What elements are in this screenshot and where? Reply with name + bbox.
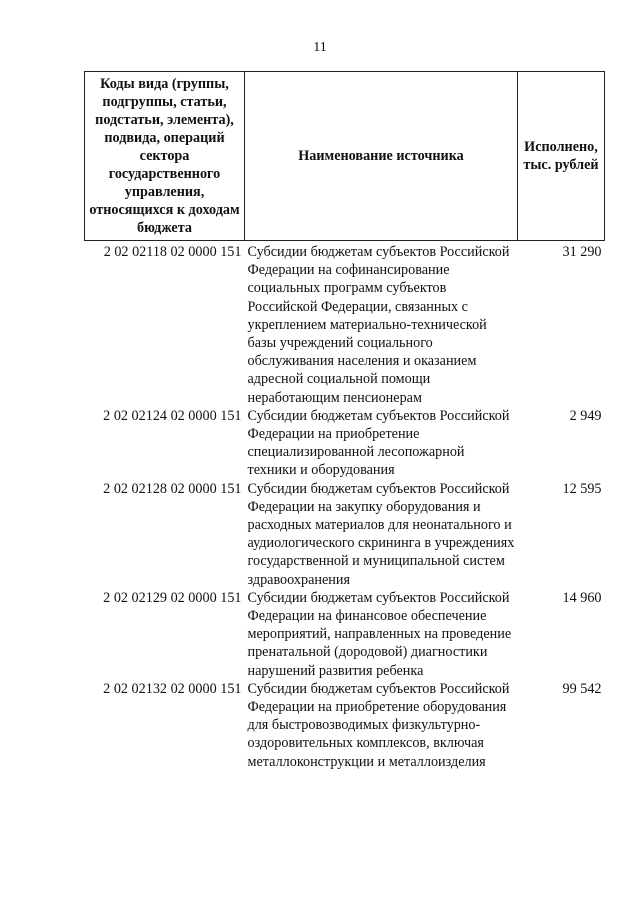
amount-cell: 99 542: [562, 680, 602, 697]
budget-code-cell: 2 02 02124 02 0000 151: [103, 407, 242, 424]
header-source-name: Наименование источника: [245, 72, 518, 241]
table-row: [85, 480, 605, 589]
source-name-cell: Субсидии бюджетам субъектов Российской Федерации на закупку оборудования и расходных материалов для неонатального и аудиологического скрининга в учреждениях государственной и муниципальной систем здравоохранения: [247, 480, 515, 588]
source-name-cell: Субсидии бюджетам субъектов Российской Федерации на финансовое обеспечение мероприятий, направленных на проведение пренатальной (дородовой) диагностики нарушений развития ребенка: [247, 589, 512, 679]
table-row: [85, 589, 605, 680]
amount-cell: 2 949: [569, 407, 602, 424]
header-executed-amount: Исполнено, тыс. рублей: [518, 72, 605, 241]
amount-cell: 12 595: [562, 480, 602, 497]
budget-code-cell: 2 02 02118 02 0000 151: [103, 244, 242, 260]
amount-cell: 14 960: [562, 589, 602, 606]
budget-revenue-table: [84, 71, 605, 771]
budget-code-cell: 2 02 02132 02 0000 151: [103, 680, 242, 697]
page-number: 11: [313, 40, 327, 55]
budget-code-cell: 2 02 02128 02 0000 151: [103, 480, 242, 497]
source-name-cell: Субсидии бюджетам субъектов Российской Федерации на приобретение специализированной лесопожарной техники и оборудования: [247, 407, 510, 479]
table-body: [85, 241, 605, 771]
table-row: [85, 241, 605, 407]
source-name-cell: Субсидии бюджетам субъектов Российской Федерации на приобретение оборудования для быстровозводимых физкультурно-оздоровительных комплексов, включая металлоконструкции и металлоизделия: [247, 680, 510, 770]
source-name-cell: Субсидии бюджетам субъектов Российской Федерации на софинансирование социальных программ субъектов Российской Федерации, связанных с укреплением материально-технической базы учреждений социального обслуживания населения и оказанием адресной социальной помощи неработающим пенсионерам: [247, 244, 510, 406]
table-row: [85, 680, 605, 771]
header-budget-code: Коды вида (группы, подгруппы, статьи, подстатьи, элемента), подвида, операций сектора государственного управления, относящихся к доходам бюджета: [85, 72, 245, 241]
table-row: [85, 407, 605, 480]
budget-code-cell: 2 02 02129 02 0000 151: [103, 589, 242, 606]
table-header: [85, 72, 605, 241]
amount-cell: 31 290: [562, 244, 602, 260]
